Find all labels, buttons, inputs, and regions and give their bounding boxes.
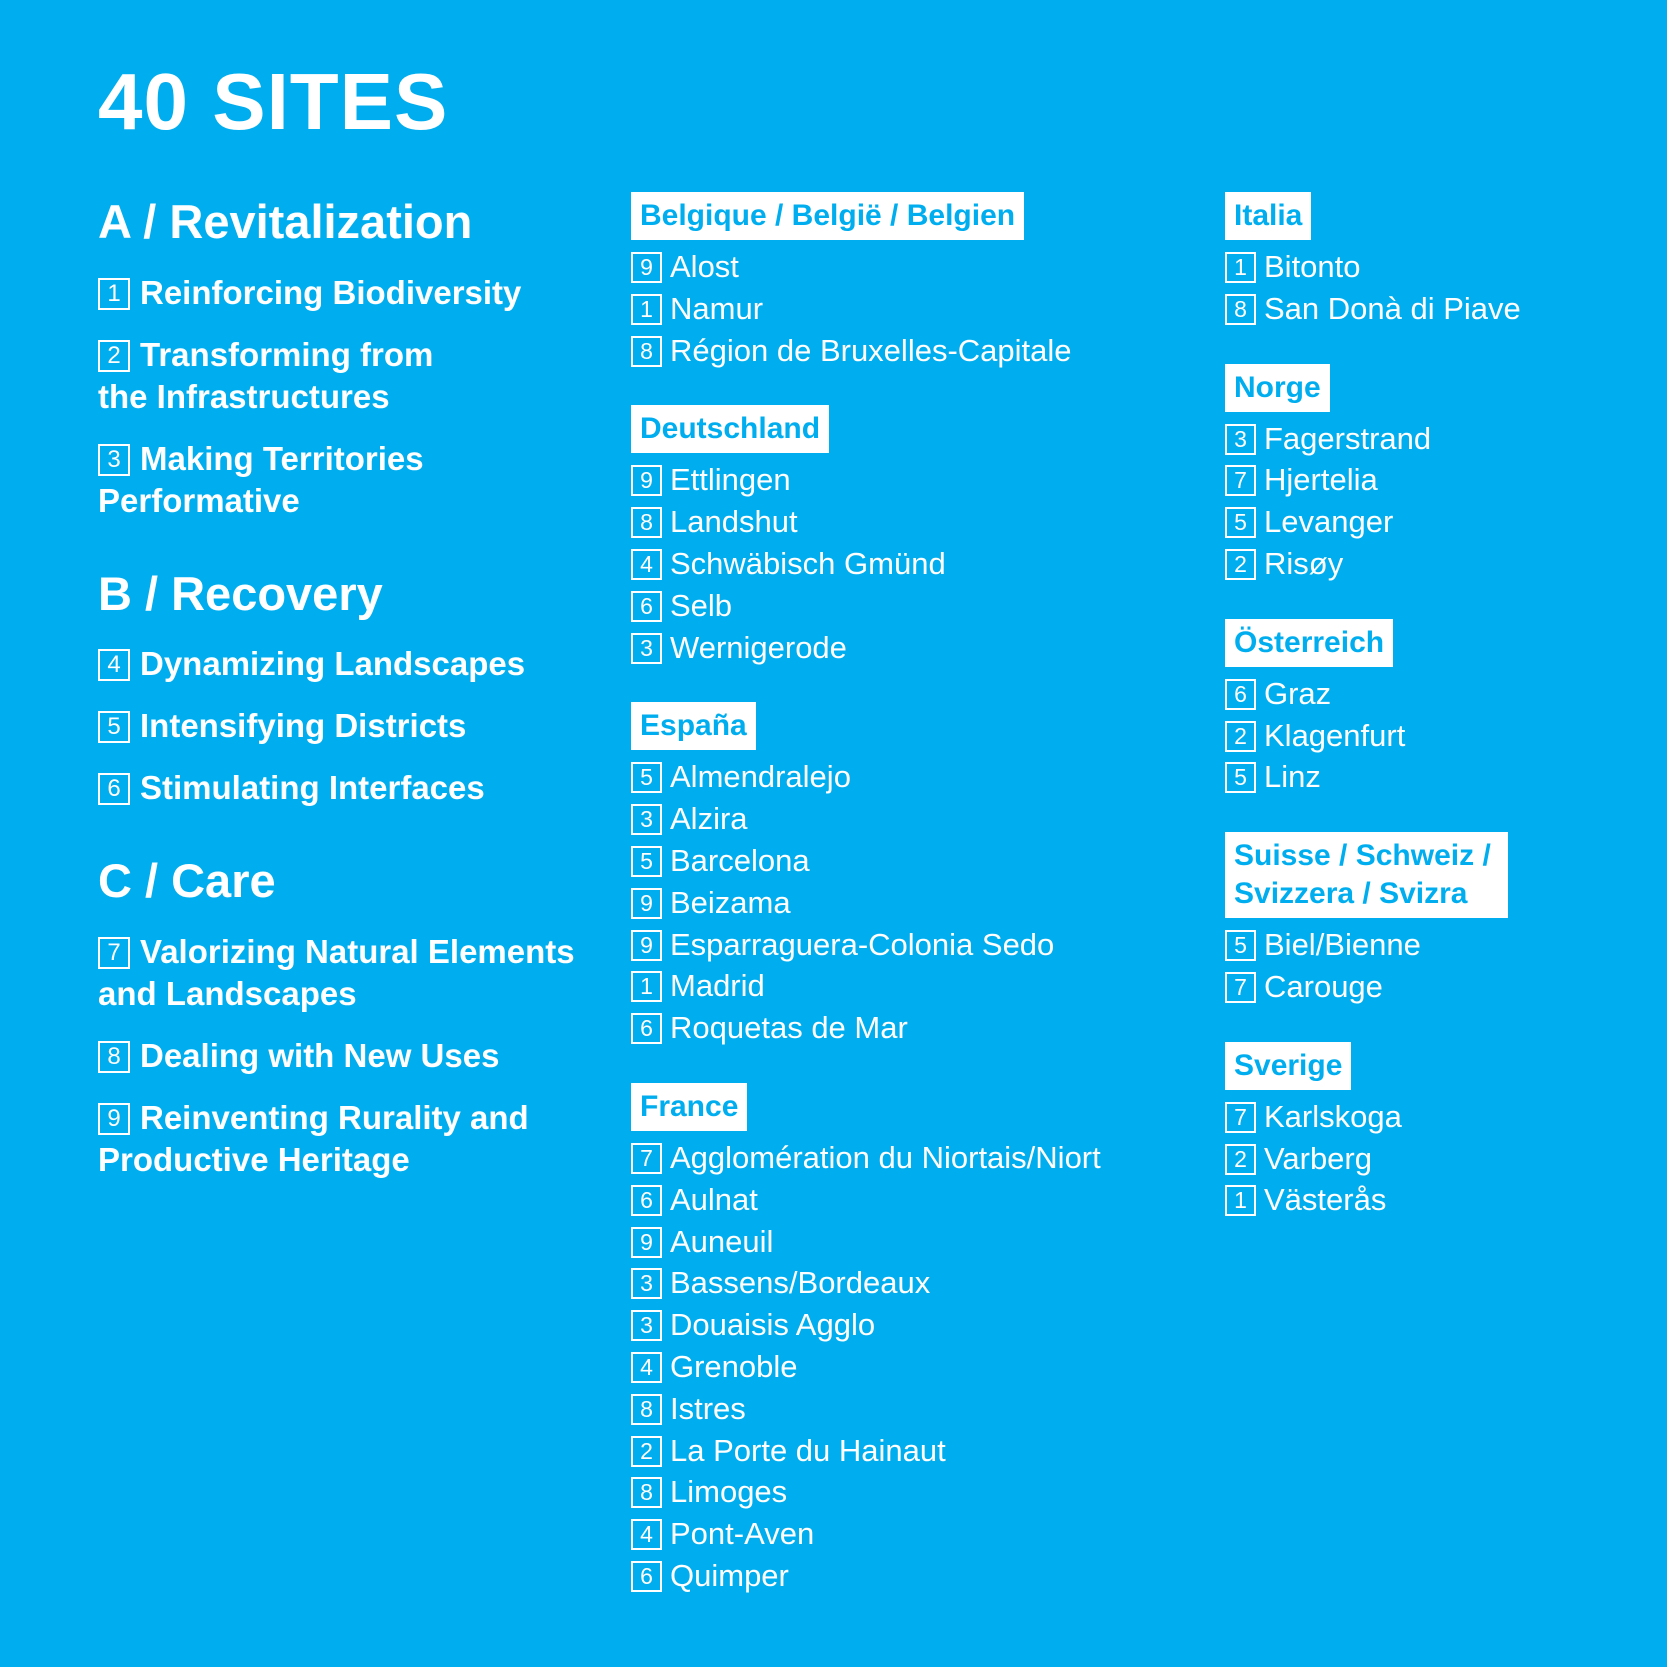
site-theme-number-badge: 7 (1225, 465, 1256, 496)
site-item (1225, 418, 1645, 460)
site-name: Alost (670, 249, 739, 284)
site-item (631, 1513, 1171, 1555)
site-name: Levanger (1264, 504, 1394, 540)
site-theme-number-badge: 8 (631, 1477, 662, 1508)
site-item (631, 501, 1171, 543)
site-name: Région de Bruxelles-Capitale (670, 332, 1072, 368)
site-theme-number-badge: 5 (1225, 507, 1256, 538)
theme-number-badge: 3 (98, 444, 130, 476)
site-name: Limoges (670, 1474, 788, 1510)
site-name: Istres (670, 1390, 746, 1426)
theme-item (98, 643, 618, 685)
site-name: Biel/Bienne (1264, 927, 1421, 963)
theme-number-badge: 1 (98, 278, 130, 310)
site-theme-number-badge: 1 (1225, 252, 1256, 283)
theme-label: Valorizing Natural Elements and Landscapes (98, 933, 575, 1013)
site-name: Hjertelia (1264, 462, 1378, 498)
categories-column (98, 196, 618, 1227)
theme-number-badge: 5 (98, 711, 130, 743)
site-name: Västerås (1264, 1182, 1387, 1218)
category-a (98, 196, 618, 522)
site-theme-number-badge: 9 (631, 465, 662, 496)
site-name: San Donà di Piave (1264, 290, 1521, 326)
site-name: Namur (670, 290, 764, 326)
theme-label: Dynamizing Landscapes (140, 645, 526, 683)
site-name: Wernigerode (670, 629, 847, 665)
site-name: Varberg (1264, 1140, 1372, 1176)
sites-column-1 (631, 192, 1171, 1631)
site-theme-number-badge: 8 (631, 507, 662, 538)
site-item (631, 246, 1171, 288)
country-heading: España (631, 702, 756, 750)
site-theme-number-badge: 1 (631, 971, 662, 1002)
site-item (1225, 459, 1645, 501)
site-item (1225, 1138, 1645, 1180)
site-item (631, 882, 1171, 924)
theme-label: Dealing with New Uses (140, 1037, 500, 1075)
site-theme-number-badge: 2 (1225, 1144, 1256, 1175)
site-theme-number-badge: 5 (631, 762, 662, 793)
site-name: Alzira (670, 801, 748, 837)
country-heading: Suisse / Schweiz / Svizzera / Svizra (1225, 832, 1508, 918)
site-item (631, 330, 1171, 372)
theme-number-badge: 4 (98, 649, 130, 681)
site-name: Douaisis Agglo (670, 1307, 876, 1343)
site-item (631, 1471, 1171, 1513)
site-item (631, 585, 1171, 627)
site-theme-number-badge: 6 (631, 591, 662, 622)
category-heading: C / Care (98, 854, 276, 908)
country-heading: Sverige (1225, 1042, 1351, 1090)
country-group-osterreich (1225, 619, 1645, 798)
site-theme-number-badge: 8 (1225, 294, 1256, 325)
theme-label: Intensifying Districts (140, 707, 467, 745)
site-name: Beizama (670, 884, 791, 920)
site-name: Linz (1264, 759, 1321, 795)
site-name: Madrid (670, 968, 765, 1004)
site-theme-number-badge: 6 (1225, 679, 1256, 710)
site-theme-number-badge: 2 (631, 1436, 662, 1467)
site-name: Bassens/Bordeaux (670, 1265, 931, 1301)
site-name: Quimper (670, 1557, 789, 1593)
site-theme-number-badge: 4 (631, 549, 662, 580)
site-theme-number-badge: 2 (1225, 721, 1256, 752)
site-item (631, 1555, 1171, 1597)
site-name: Pont-Aven (670, 1516, 815, 1552)
theme-label: Reinforcing Biodiversity (140, 273, 522, 311)
site-item (631, 1137, 1171, 1179)
site-item (631, 1430, 1171, 1472)
site-name: La Porte du Hainaut (670, 1432, 946, 1468)
site-name: Fagerstrand (1264, 420, 1432, 456)
site-theme-number-badge: 3 (631, 804, 662, 835)
theme-label: Transforming from the Infrastructures (98, 335, 434, 415)
site-theme-number-badge: 3 (631, 1268, 662, 1299)
site-name: Graz (1264, 675, 1332, 711)
country-group-belgique-belgie-belgien (631, 192, 1171, 371)
theme-number-badge: 8 (98, 1041, 130, 1073)
site-item (1225, 288, 1645, 330)
country-group-italia (1225, 192, 1645, 330)
site-item (631, 1221, 1171, 1263)
site-item (1225, 1096, 1645, 1138)
theme-item (98, 1035, 618, 1077)
site-theme-number-badge: 7 (631, 1143, 662, 1174)
site-item (631, 1179, 1171, 1221)
country-group-suisse-schweiz-svizzera-svizra (1225, 832, 1645, 1008)
site-theme-number-badge: 5 (1225, 762, 1256, 793)
site-item (1225, 501, 1645, 543)
theme-item (98, 767, 618, 809)
site-theme-number-badge: 7 (1225, 1102, 1256, 1133)
theme-item (98, 931, 598, 1015)
category-heading: A / Revitalization (98, 195, 473, 248)
site-item (631, 1262, 1171, 1304)
site-theme-number-badge: 4 (631, 1519, 662, 1550)
site-name: Roquetas de Mar (670, 1010, 908, 1046)
theme-item (98, 334, 438, 418)
site-theme-number-badge: 8 (631, 1394, 662, 1425)
site-item (1225, 966, 1645, 1008)
site-name: Risøy (1264, 545, 1344, 581)
site-theme-number-badge: 9 (631, 1227, 662, 1258)
site-name: Klagenfurt (1264, 717, 1406, 753)
site-theme-number-badge: 5 (1225, 930, 1256, 961)
category-b (98, 568, 618, 810)
category-c (98, 855, 618, 1181)
theme-item (98, 705, 618, 747)
theme-label: Reinventing Rurality and Productive Heritage (98, 1099, 529, 1179)
theme-number-badge: 2 (98, 340, 130, 372)
site-name: Auneuil (670, 1223, 774, 1259)
site-theme-number-badge: 3 (631, 1310, 662, 1341)
site-name: Ettlingen (670, 462, 791, 498)
site-item (631, 1388, 1171, 1430)
site-item (631, 1346, 1171, 1388)
theme-item (98, 272, 618, 314)
country-group-espana (631, 702, 1171, 1049)
site-name: Aulnat (670, 1181, 758, 1217)
country-heading: Italia (1225, 192, 1311, 240)
page-title: 40 SITES (98, 57, 449, 146)
theme-label: Making Territories Performative (98, 439, 424, 519)
country-heading: Norge (1225, 364, 1330, 412)
site-item (631, 965, 1171, 1007)
site-theme-number-badge: 9 (631, 888, 662, 919)
site-item (1225, 673, 1645, 715)
country-heading: Österreich (1225, 619, 1393, 667)
site-item (631, 543, 1171, 585)
site-theme-number-badge: 9 (631, 930, 662, 961)
site-name: Agglomération du Niortais/Niort (670, 1139, 1101, 1175)
country-group-france (631, 1083, 1171, 1597)
theme-number-badge: 9 (98, 1103, 130, 1135)
theme-number-badge: 6 (98, 773, 130, 805)
site-theme-number-badge: 8 (631, 336, 662, 367)
site-theme-number-badge: 3 (631, 633, 662, 664)
theme-item (98, 1097, 538, 1181)
site-name: Almendralejo (670, 759, 851, 795)
site-theme-number-badge: 4 (631, 1352, 662, 1383)
country-group-norge (1225, 364, 1645, 585)
site-item (1225, 756, 1645, 798)
theme-number-badge: 7 (98, 937, 130, 969)
site-name: Landshut (670, 504, 798, 540)
country-group-deutschland (631, 405, 1171, 668)
country-group-sverige (1225, 1042, 1645, 1221)
site-theme-number-badge: 6 (631, 1561, 662, 1592)
site-item (631, 924, 1171, 966)
country-heading: Deutschland (631, 405, 829, 453)
site-theme-number-badge: 6 (631, 1013, 662, 1044)
site-name: Karlskoga (1264, 1098, 1402, 1134)
theme-item (98, 438, 438, 522)
site-name: Schwäbisch Gmünd (670, 545, 946, 581)
site-name: Barcelona (670, 842, 810, 878)
site-item (631, 288, 1171, 330)
site-theme-number-badge: 5 (631, 846, 662, 877)
site-theme-number-badge: 3 (1225, 424, 1256, 455)
category-heading: B / Recovery (98, 566, 383, 620)
site-item (631, 459, 1171, 501)
site-theme-number-badge: 1 (631, 294, 662, 325)
site-item (1225, 924, 1645, 966)
country-heading: Belgique / België / Belgien (631, 192, 1024, 240)
sites-column-2 (1225, 192, 1645, 1255)
site-item (1225, 246, 1645, 288)
site-name: Carouge (1264, 968, 1383, 1004)
theme-label: Stimulating Interfaces (140, 769, 485, 807)
site-item (1225, 1179, 1645, 1221)
site-item (631, 756, 1171, 798)
site-theme-number-badge: 1 (1225, 1185, 1256, 1216)
site-item (1225, 543, 1645, 585)
site-item (631, 1007, 1171, 1049)
site-item (631, 1304, 1171, 1346)
site-name: Grenoble (670, 1348, 798, 1384)
site-item (1225, 715, 1645, 757)
site-item (631, 840, 1171, 882)
site-name: Esparraguera-Colonia Sedo (670, 926, 1055, 962)
site-item (631, 627, 1171, 669)
site-theme-number-badge: 9 (631, 252, 662, 283)
country-heading: France (631, 1083, 747, 1131)
site-name: Bitonto (1264, 249, 1361, 284)
site-item (631, 798, 1171, 840)
site-theme-number-badge: 2 (1225, 549, 1256, 580)
site-name: Selb (670, 587, 733, 623)
site-theme-number-badge: 7 (1225, 972, 1256, 1003)
site-theme-number-badge: 6 (631, 1185, 662, 1216)
